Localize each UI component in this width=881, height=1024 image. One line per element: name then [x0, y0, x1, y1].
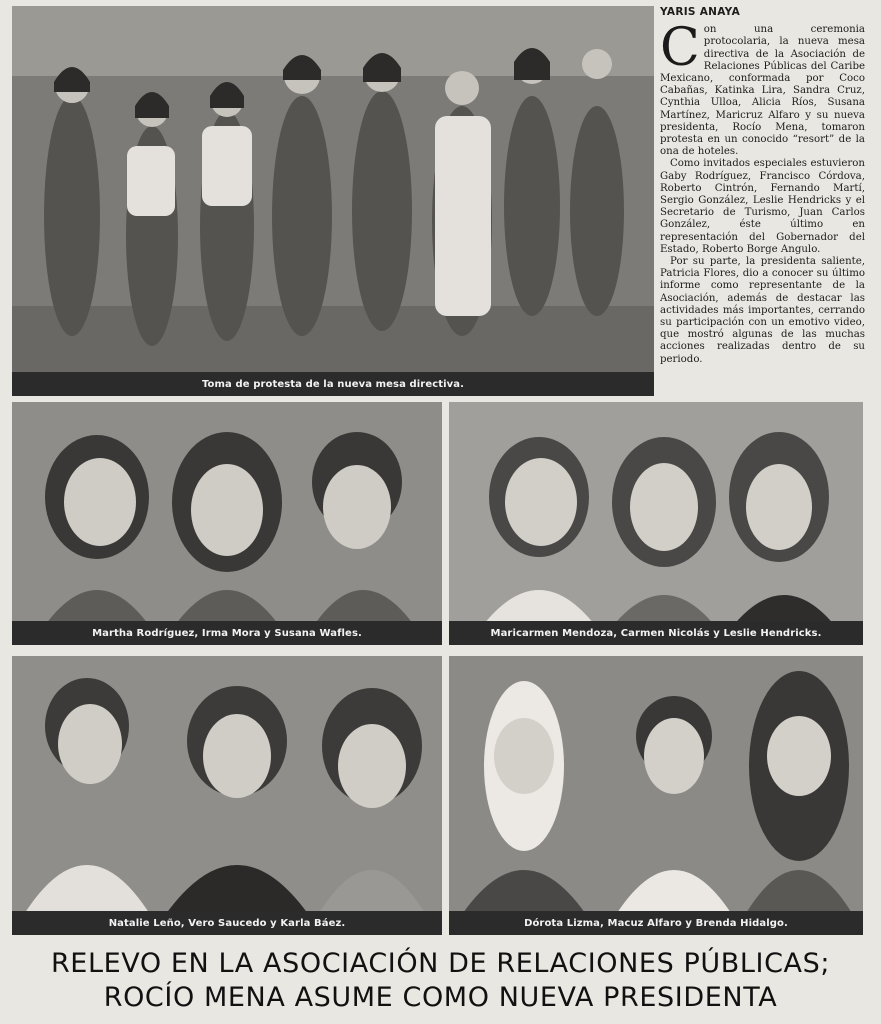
- headline-line-2: ROCÍO MENA ASUME COMO NUEVA PRESIDENTA: [103, 982, 778, 1013]
- trio-a-image: [12, 402, 442, 645]
- photo-trio-b: [449, 402, 863, 645]
- article-body: [660, 6, 865, 398]
- main-photo: [12, 6, 654, 396]
- trio-b-image: [449, 402, 863, 645]
- drop-cap: C: [660, 18, 700, 79]
- trio-d-image: [449, 656, 863, 935]
- trio-c-image: [12, 656, 442, 935]
- photo-b-caption: Maricarmen Mendoza, Carmen Nicolás y Leslie Hendricks.: [449, 621, 863, 645]
- photo-trio-c: [12, 656, 442, 935]
- group-ceremony-image: [12, 6, 654, 396]
- article-paragraph-2: Como invitados especiales estuvieron Gaby Rodríguez, Francisco Córdova, Roberto Cintrón, Fernando Martí, Sergio González, Leslie Hendricks y el Secretario de Turismo, Juan Carlos González, éste último en representación del Gobernador del Estado, Roberto Borge Angulo.: [660, 158, 865, 255]
- photo-a-caption: Martha Rodríguez, Irma Mora y Susana Wafles.: [12, 621, 442, 645]
- photo-trio-d: [449, 656, 863, 935]
- article-paragraph-1: on una ceremonia protocolaria, la nueva mesa directiva de la Asociación de Relaciones Públicas del Caribe Mexicano, conformada por Coco Cabañas, Katinka Lira, Sandra Cruz, Cynthia Ulloa, Alicia Ríos, Susana Martínez, Maricruz Alfaro y su nueva presidenta, Rocío Mena, tomaron protesta en un conocido “resort” de la ona de hoteles.: [660, 24, 865, 158]
- photo-c-caption: Natalie Leño, Vero Saucedo y Karla Báez.: [12, 911, 442, 935]
- main-photo-caption: Toma de protesta de la nueva mesa directiva.: [12, 372, 654, 396]
- byline: YARIS ANAYA: [660, 6, 740, 18]
- headline-line-1: RELEVO EN LA ASOCIACIÓN DE RELACIONES PÚBLICAS;: [50, 948, 831, 979]
- article-paragraph-3: Por su parte, la presidenta saliente, Patricia Flores, dio a conocer su último informe como representante de la Asociación, además de destacar las actividades más importantes, cerrando su participación con un emotivo video, que mostró algunas de las muchas acciones realizadas dentro de su periodo.: [660, 256, 865, 365]
- photo-d-caption: Dórota Lizma, Macuz Alfaro y Brenda Hidalgo.: [449, 911, 863, 935]
- photo-trio-a: [12, 402, 442, 645]
